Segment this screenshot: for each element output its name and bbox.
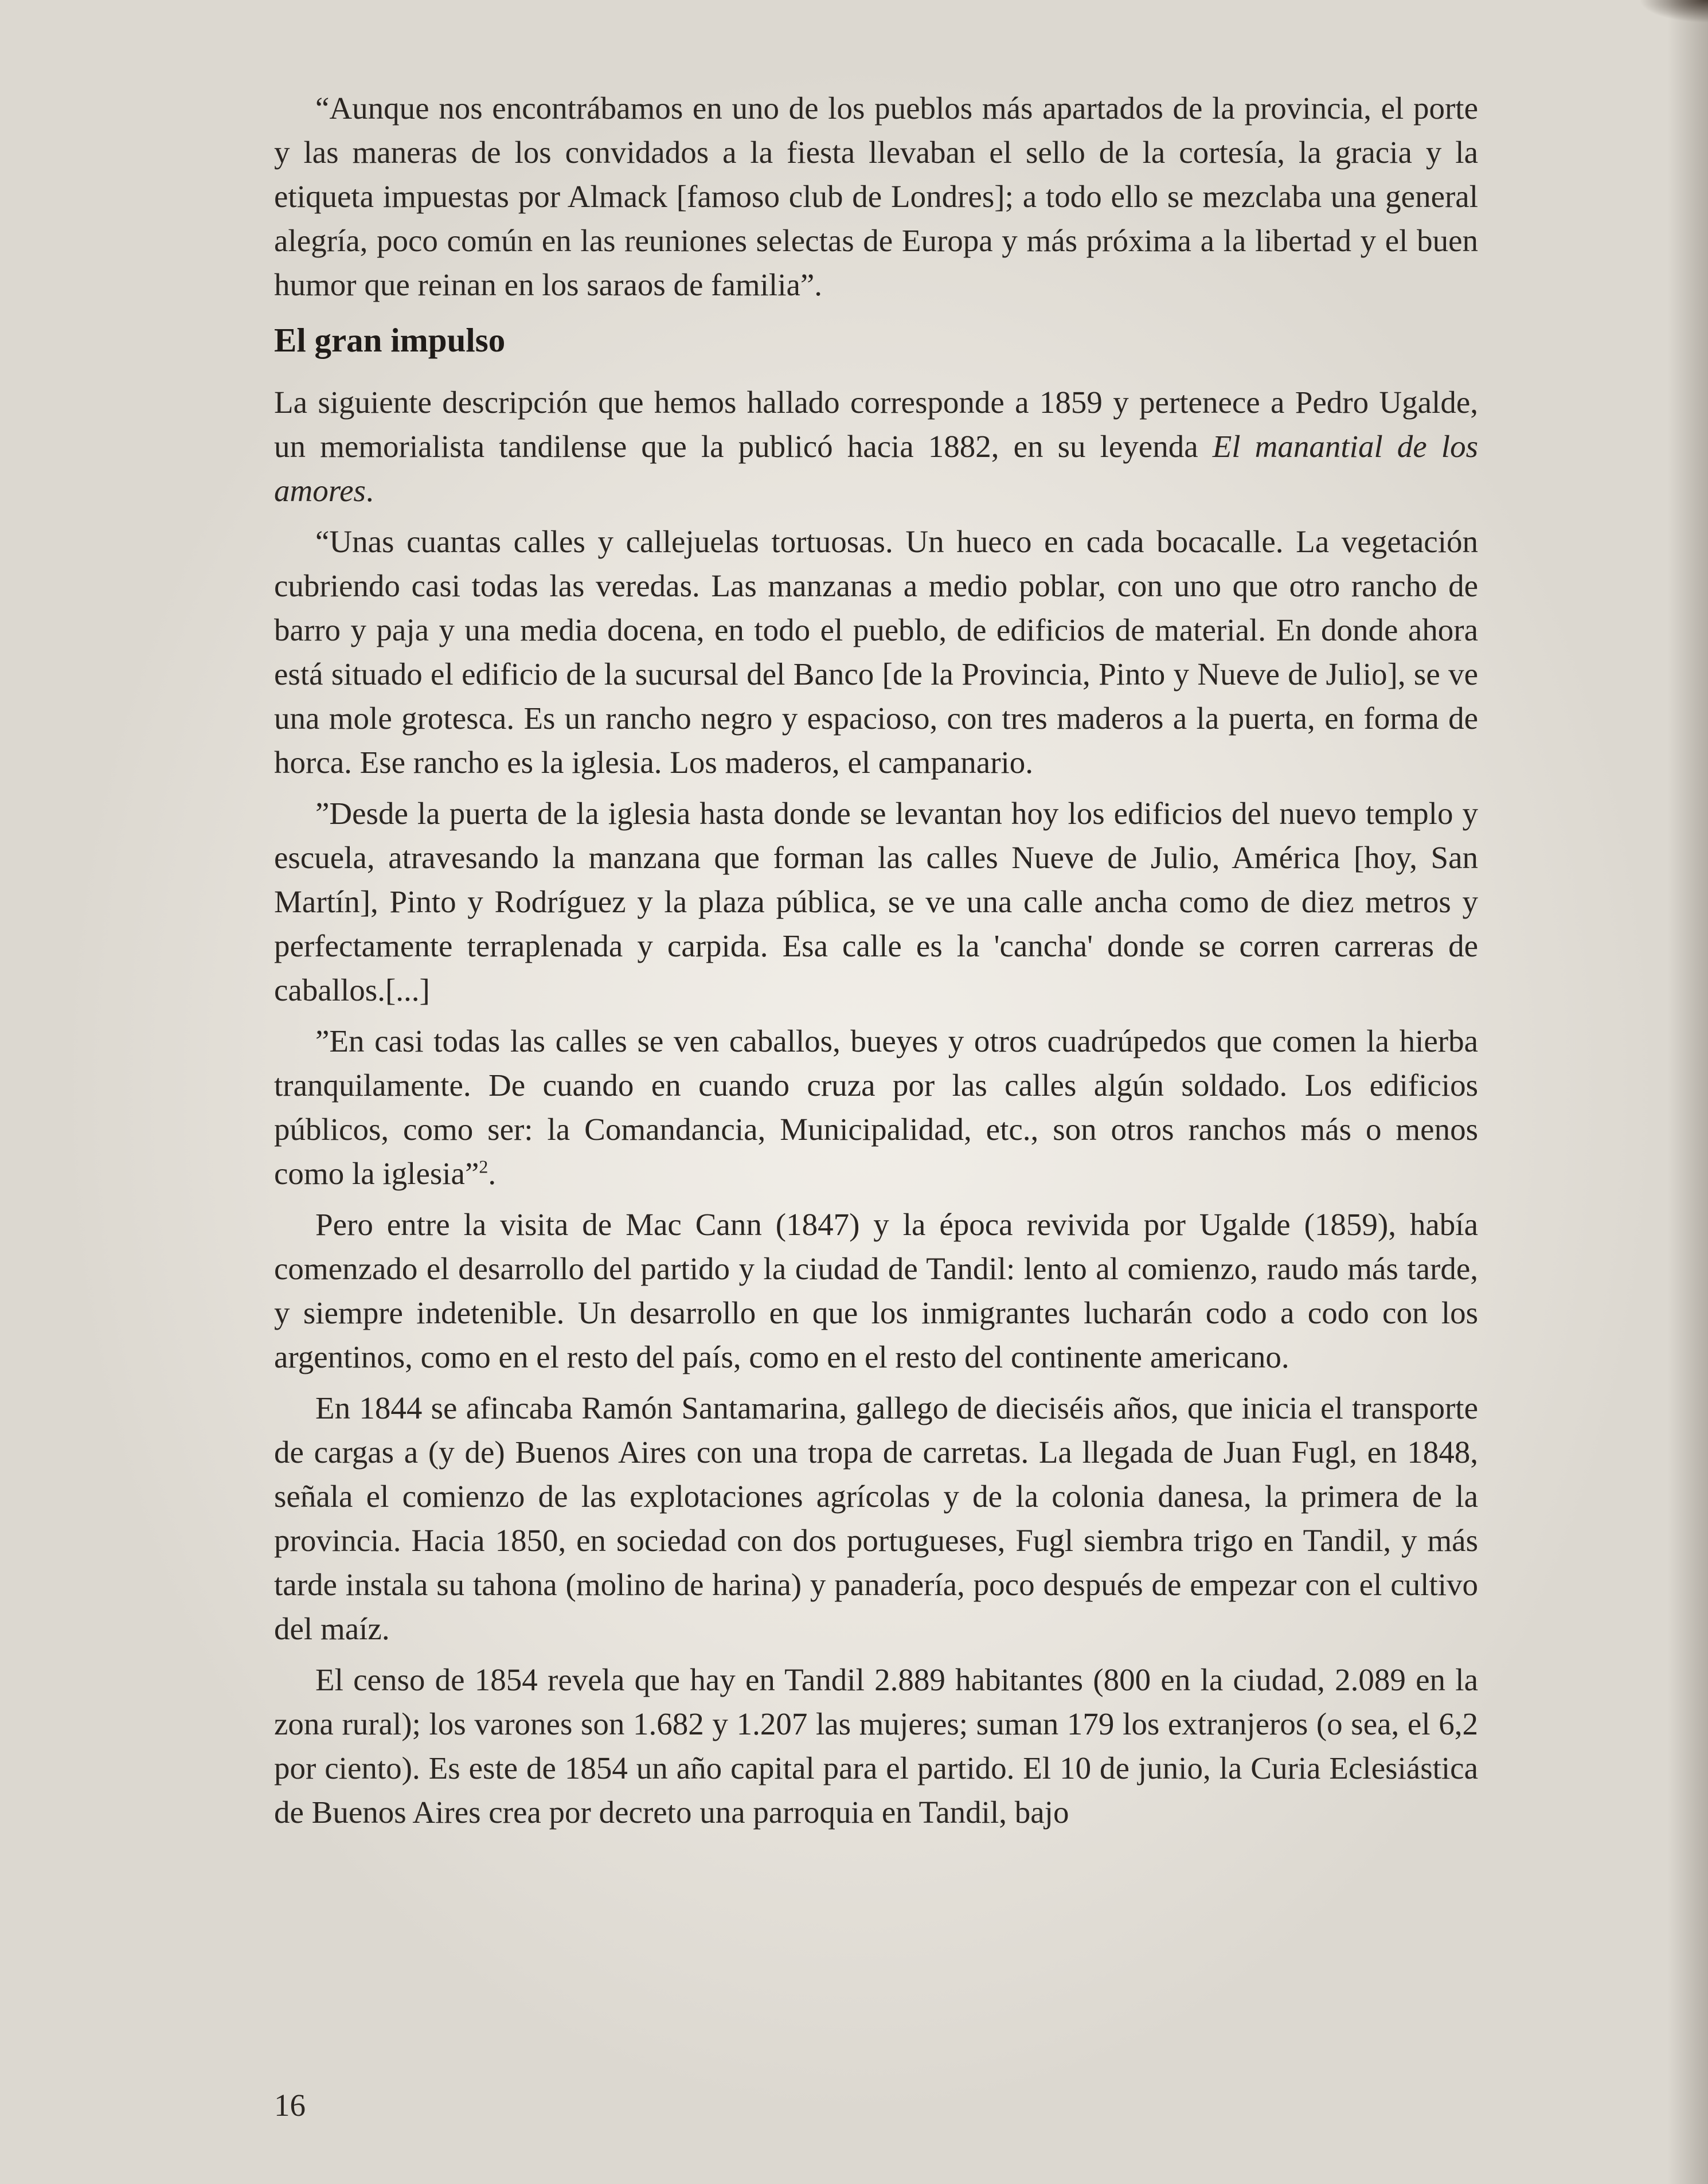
description-intro-paragraph xyxy=(274,380,1478,513)
development-paragraph: Pero entre la visita de Mac Cann (1847) y la época revivida por Ugalde (1859), había comenzado el desarrollo del partido y la ciudad de Tandil: lento al comienzo, raudo más tarde, y siempre indetenible. Un desarrollo en que los inmigrantes lucharán codo a codo con los argentinos, como en el resto del país, como en el resto del continente americano. xyxy=(274,1207,1478,1374)
binding-shadow xyxy=(1668,0,1708,2184)
page-body xyxy=(274,86,1478,1841)
quote-paragraph-ugalde-1: “Unas cuantas calles y callejuelas tortuosas. Un hueco en cada bocacalle. La vegetación cubriendo casi todas las veredas. Las manzanas a medio poblar, con uno que otro rancho de barro y paja y una media docena, en todo el pueblo, de edificios de material. En donde ahora está situado el edificio de la sucursal del Banco [de la Provincia, Pinto y Nueve de Julio], se ve una mole grotesca. Es un rancho negro y espacioso, con tres maderos a la puerta, en forma de horca. Ese rancho es la iglesia. Los maderos, el campanario. xyxy=(274,524,1478,780)
section-heading: El gran impulso xyxy=(274,321,506,359)
quote-ugalde-3-text: ”En casi todas las calles se ven caballos, bueyes y otros cuadrúpedos que comen la hierba tranquilamente. De cuando en cuando cruza por las calles algún soldado. Los edificios públicos, como ser: la Comandancia, Municipalidad, etc., son otros ranchos más o menos como la iglesia” xyxy=(274,1023,1478,1191)
legend-title: El manantial de los amores xyxy=(274,429,1478,508)
page-corner-shadow xyxy=(1639,0,1708,23)
quote-paragraph-ugalde-2: ”Desde la puerta de la iglesia hasta donde se levantan hoy los edificios del nuevo templo y escuela, atravesando la manzana que forman las calles Nueve de Julio, América [hoy, San Martín], Pinto y Rodríguez y la plaza pública, se ve una calle ancha como de diez metros y perfectamente terraplenada y carpida. Esa calle es la 'cancha' donde se corren carreras de caballos.[...] xyxy=(274,796,1478,1007)
santamarina-paragraph: En 1844 se afincaba Ramón Santamarina, gallego de dieciséis años, que inicia el transporte de cargas a (y de) Buenos Aires con una tropa de carretas. La llegada de Juan Fugl, en 1848, señala el comienzo de las explotaciones agrícolas y de la colonia danesa, la primera de la provincia. Hacia 1850, en sociedad con dos portugueses, Fugl siembra trigo en Tandil, y más tarde instala su tahona (molino de harina) y panadería, poco después de empezar con el cultivo del maíz. xyxy=(274,1390,1478,1646)
quote-paragraph-intro: “Aunque nos encontrábamos en uno de los pueblos más apartados de la provincia, el porte y las maneras de los convidados a la fiesta llevaban el sello de la cortesía, la gracia y la etiqueta impuestas por Almack [famoso club de Londres]; a todo ello se mezclaba una general alegría, poco común en las reuniones selectas de Europa y más próxima a la libertad y el buen humor que reinan en los saraos de familia”. xyxy=(274,91,1478,302)
census-paragraph: El censo de 1854 revela que hay en Tandil 2.889 habitantes (800 en la ciudad, 2.089 en la zona rural); los varones son 1.682 y 1.207 las mujeres; suman 179 los extranjeros (o sea, el 6,2 por ciento). Es este de 1854 un año capital para el partido. El 10 de junio, la Curia Eclesiástica de Buenos Aires crea por decreto una parroquia en Tandil, bajo xyxy=(274,1662,1478,1830)
page-number: 16 xyxy=(274,2088,306,2123)
quote-paragraph-ugalde-3 xyxy=(274,1019,1478,1195)
footnote-reference: 2 xyxy=(479,1156,488,1177)
description-intro-end: . xyxy=(365,473,374,508)
quote-ugalde-3-end: . xyxy=(488,1156,497,1191)
description-intro-text: La siguiente descripción que hemos hallado corresponde a 1859 y pertenece a Pedro Ugalde, un memorialista tandilense que la publicó hacia 1882, en su leyenda xyxy=(274,385,1478,464)
